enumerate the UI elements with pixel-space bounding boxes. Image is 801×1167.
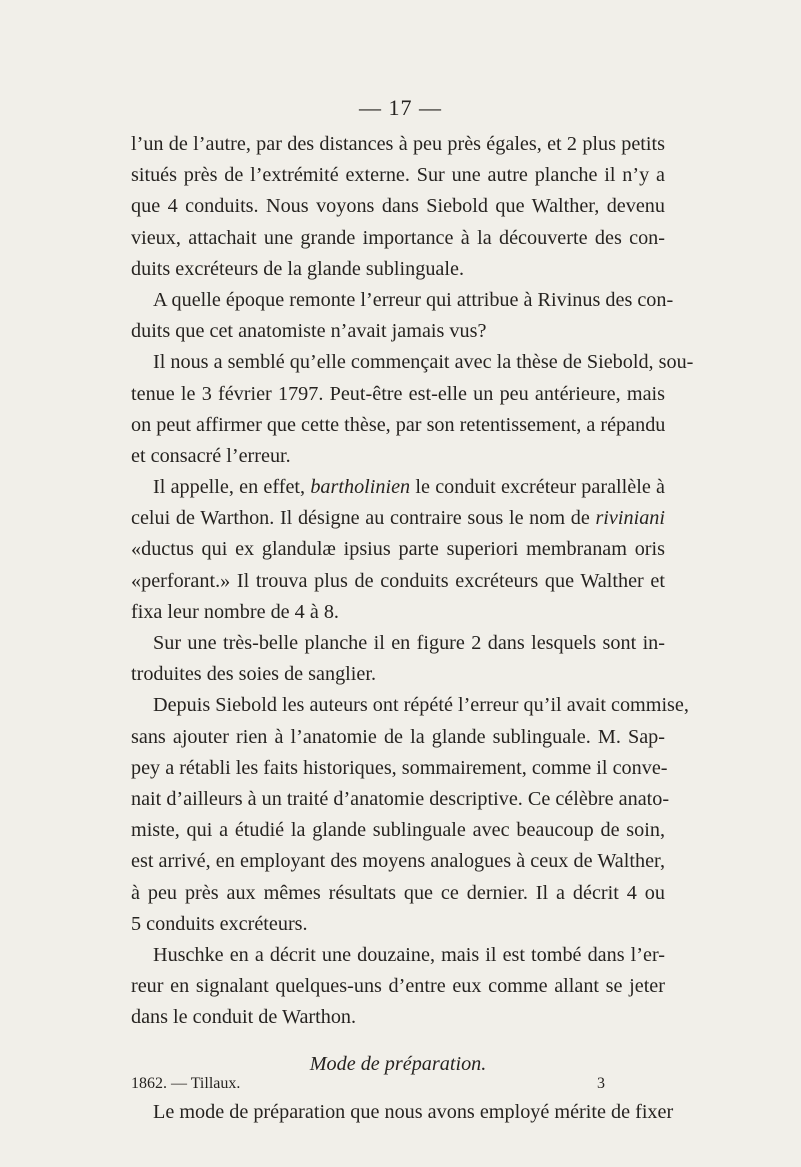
signature-number: 3 xyxy=(597,1075,605,1092)
italic-term: riviniani xyxy=(595,507,665,530)
body-text xyxy=(131,129,694,1128)
signature-mark: 1862. — Tillaux. xyxy=(131,1075,241,1092)
spacer xyxy=(131,1033,665,1049)
text-segment: Il appelle, en effet, xyxy=(153,476,311,499)
page-footer xyxy=(131,1075,665,1097)
text-line: duits que cet anatomiste n’avait jamais vus? xyxy=(131,320,487,343)
text-line: pey a rétabli les faits historiques, sommairement, comme il conve- xyxy=(131,756,668,779)
text-segment: celui de Warthon. Il désigne au contraire sous le nom de xyxy=(131,507,596,530)
text-line: duits excréteurs de la glande sublinguale. xyxy=(131,257,464,280)
text-line: «ductus qui ex glandulæ ipsius parte superiori membranam oris xyxy=(131,538,665,561)
text-line: et consacré l’erreur. xyxy=(131,444,291,467)
text-line: Le mode de préparation que nous avons employé mérite de fixer xyxy=(153,1100,674,1123)
text-line: 5 conduits excréteurs. xyxy=(131,912,308,935)
text-line: Sur une très-belle planche il en figure 2 dans lesquels sont in- xyxy=(153,632,665,654)
text-line: dans le conduit de Warthon. xyxy=(131,1006,357,1029)
text-line: Huschke en a décrit une douzaine, mais il est tombé dans l’er- xyxy=(153,943,665,966)
text-line: on peut affirmer que cette thèse, par son retentissement, a répandu xyxy=(131,413,666,436)
text-line: Depuis Siebold les auteurs ont répété l’erreur qu’il avait commise, xyxy=(153,694,689,717)
page-number: — 17 — xyxy=(359,95,442,120)
text-line: est arrivé, en employant des moyens analogues à ceux de Walther, xyxy=(131,850,665,873)
text-line xyxy=(131,503,665,534)
text-line: «perforant.» Il trouva plus de conduits excréteurs que Walther et xyxy=(131,569,665,592)
text-line xyxy=(131,472,665,503)
text-line: fixa leur nombre de 4 à 8. xyxy=(131,600,339,623)
text-line: que 4 conduits. Nous voyons dans Siebold que Walther, devenu xyxy=(131,195,665,218)
italic-term: bartholinien xyxy=(310,476,411,499)
text-line: l’un de l’autre, par des distances à peu près égales, et 2 plus petits xyxy=(131,133,665,155)
text-line: miste, qui a étudié la glande sublinguale avec beaucoup de soin, xyxy=(131,819,665,842)
text-line: sans ajouter rien à l’anatomie de la glande sublinguale. M. Sap- xyxy=(131,725,665,748)
text-line: nait d’ailleurs à un traité d’anatomie descriptive. Ce célèbre anato- xyxy=(131,787,670,810)
text-line: reur en signalant quelques-uns d’entre eux comme allant se jeter xyxy=(131,975,665,998)
text-line: troduites des soies de sanglier. xyxy=(131,663,377,686)
text-line: à peu près aux mêmes résultats que ce dernier. Il a décrit 4 ou xyxy=(131,881,665,904)
text-segment: le conduit excréteur parallèle à xyxy=(410,476,665,499)
text-line: situés près de l’extrémité externe. Sur une autre planche il n’y a xyxy=(131,164,665,187)
text-line: vieux, attachait une grande importance à la découverte des con- xyxy=(131,226,665,249)
text-line: Il nous a semblé qu’elle commençait avec la thèse de Siebold, sou- xyxy=(153,351,694,374)
section-heading: Mode de préparation. xyxy=(309,1053,487,1076)
text-line: A quelle époque remonte l’erreur qui attribue à Rivinus des con- xyxy=(153,288,674,311)
text-line: tenue le 3 février 1797. Peut-être est-elle un peu antérieure, mais xyxy=(131,382,665,405)
